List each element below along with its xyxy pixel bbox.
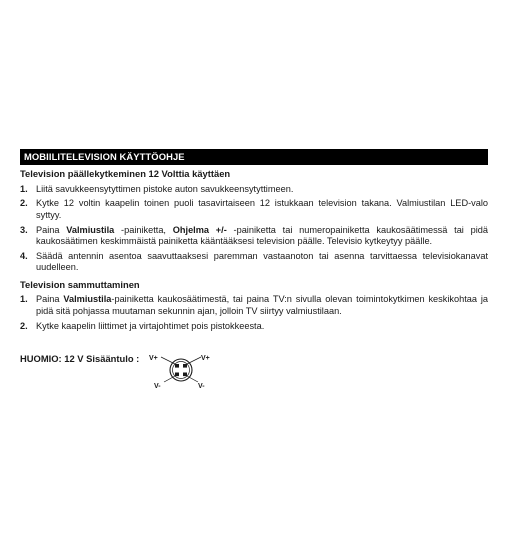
power-on-steps [20, 184, 488, 274]
step-text: Liitä savukkeensytyttimen pistoke auton savukkeensytyttimeen. [36, 183, 294, 194]
step-number: 3. [20, 224, 28, 235]
list-item [20, 225, 488, 248]
power-off-steps [20, 294, 488, 332]
section-heading-power-off: Television sammuttaminen [20, 278, 140, 290]
list-item [20, 251, 488, 274]
step-text-part: -painiketta tai numeropainiketta kaukosäätimessä tai pidä kaukosäätimen keskimmäistä painiketta kääntääksesi television päälle. Televisio kytkeytyy päälle. [36, 224, 488, 247]
standby-button-name: Valmiustila [63, 294, 112, 305]
step-number: 2. [20, 320, 28, 331]
step-text-part: Paina [36, 224, 67, 235]
pin-label-top-left: V+ [149, 355, 159, 363]
note-block [20, 351, 488, 391]
step-text-part: Paina [36, 294, 64, 305]
step-text-part: -painiketta kaukosäätimestä, tai paina TV:n sivulla olevan toimintokytkimen keskikohtaa ja pidä sitä pohjassa muutaman sekunnin ajan, jolloin TV siirtyy valmiustilaan. [36, 294, 488, 316]
step-number: 4. [20, 251, 28, 262]
list-item [20, 294, 488, 317]
pin-label-bottom-left: V- [154, 383, 161, 391]
connector-pinout-diagram [148, 351, 214, 391]
step-text-part: -painiketta, [114, 224, 173, 235]
step-text [36, 225, 488, 248]
list-item [20, 321, 488, 332]
step-number: 1. [20, 183, 28, 194]
step-number: 1. [20, 294, 28, 305]
document-page [20, 149, 488, 391]
list-item [20, 198, 488, 221]
list-item [20, 184, 488, 195]
step-text: Kytke kaapelin liittimet ja virtajohtimet pois pistokkeesta. [36, 320, 265, 331]
step-text [36, 294, 488, 317]
step-text: Säädä antennin asentoa saavuttaaksesi paremman vastaanoton tai asenna tarvittaessa televisiokanavat uudelleen. [36, 251, 488, 273]
connector-icon [148, 351, 214, 391]
step-text: Kytke 12 voltin kaapelin toinen puoli tasavirtaiseen 12 istukkaan television takana. Valmiustilan LED-valo syttyy. [36, 198, 488, 220]
program-button-name: Ohjelma +/- [172, 224, 227, 235]
step-number: 2. [20, 198, 28, 209]
pin-label-bottom-right: V- [198, 383, 205, 391]
document-title: MOBIILITELEVISION KÄYTTÖOHJE [20, 149, 488, 165]
note-label: HUOMIO: 12 V Sisääntulo : [20, 353, 140, 365]
pin-label-top-right: V+ [201, 355, 211, 363]
standby-button-name: Valmiustila [66, 224, 115, 235]
section-heading-power-on: Television päällekytkeminen 12 Volttia käyttäen [20, 168, 231, 179]
